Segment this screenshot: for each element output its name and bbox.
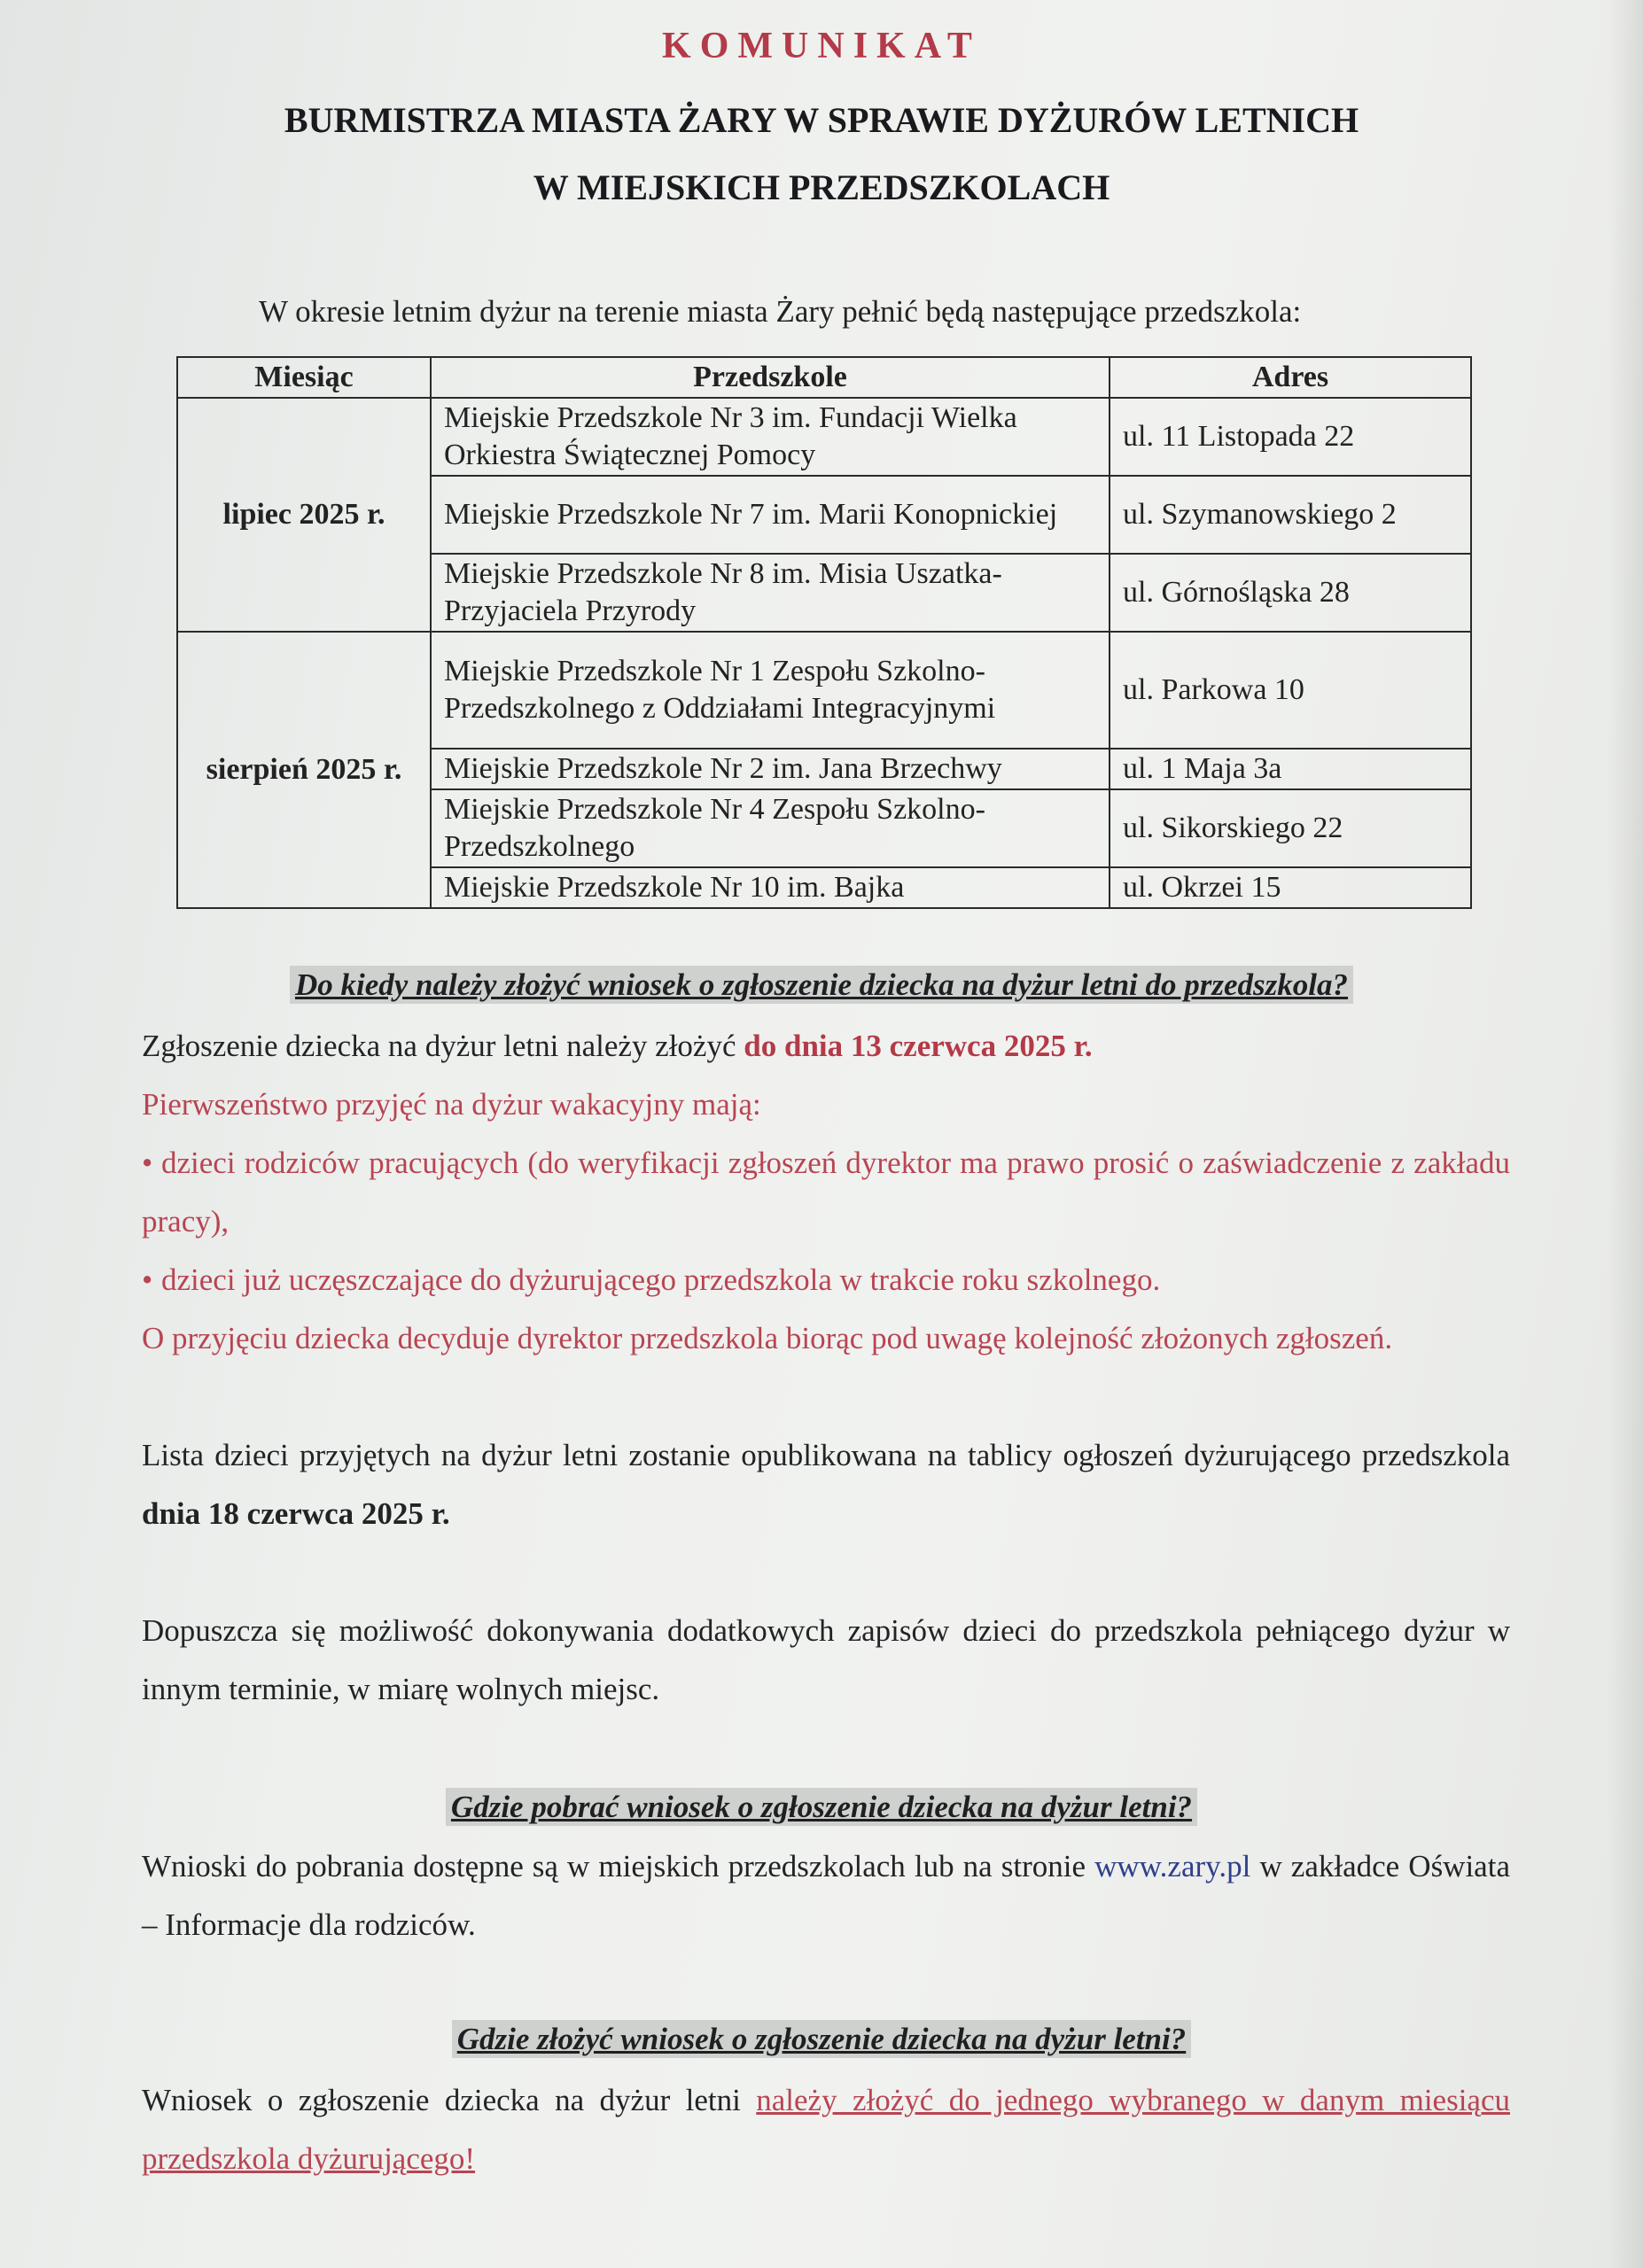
kindergarten-name: Miejskie Przedszkole Nr 4 Zespołu Szkolno-Przedszkolnego	[431, 789, 1110, 867]
section-heading-download-text: Gdzie pobrać wniosek o zgłoszenie dziecka na dyżur letni?	[446, 1788, 1197, 1826]
priority-bullet-2-text: dzieci już uczęszczające do dyżurującego przedszkola w trakcie roku szkolnego.	[161, 1262, 1161, 1297]
duty-table	[176, 356, 1472, 909]
priority-intro: Pierwszeństwo przyjęć na dyżur wakacyjny mają:	[142, 1087, 761, 1122]
download-text-before: Wnioski do pobrania dostępne są w miejskich przedszkolach lub na stronie	[142, 1849, 1095, 1884]
additional-enrollment-paragraph: Dopuszcza się możliwość dokonywania dodatkowych zapisów dzieci do przedszkola pełniącego dyżur w innym terminie, w miarę wolnych miejsc.	[142, 1613, 1510, 1706]
kindergarten-address: ul. 11 Listopada 22	[1110, 398, 1471, 476]
document-subtitle-line2: W MIEJSKICH PRZEDSZKOLACH	[533, 167, 1110, 207]
decision-paragraph: O przyjęciu dziecka decyduje dyrektor przedszkola biorąc pod uwagę kolejność złożonych zgłoszeń.	[142, 1321, 1393, 1355]
priority-bullet-2	[142, 1251, 1510, 1309]
intro-text: W okresie letnim dyżur na terenie miasta Żary pełnić będą następujące przedszkola:	[259, 294, 1302, 329]
deadline-date: do dnia 13 czerwca 2025 r.	[744, 1029, 1093, 1063]
header-address: Adres	[1110, 357, 1471, 398]
header-kindergarten: Przedszkole	[431, 357, 1110, 398]
download-paragraph	[142, 1837, 1510, 1954]
section-heading-deadline-text: Do kiedy należy złożyć wniosek o zgłoszenie dziecka na dyżur letni do przedszkola?	[290, 966, 1353, 1004]
month-cell-august: sierpień 2025 r.	[177, 632, 431, 908]
kindergarten-address: ul. Szymanowskiego 2	[1110, 476, 1471, 554]
section-heading-deadline	[0, 967, 1643, 1003]
submit-text-before: Wniosek o zgłoszenie dziecka na dyżur letni	[142, 2083, 757, 2117]
submit-text-underlined: należy złożyć do jednego wybranego w danym miesiącu przedszkola dyżurującego!	[142, 2083, 1510, 2176]
kindergarten-address: ul. Okrzei 15	[1110, 867, 1471, 908]
section-heading-submit-text: Gdzie złożyć wniosek o zgłoszenie dziecka na dyżur letni?	[452, 2020, 1192, 2058]
deadline-text: Zgłoszenie dziecka na dyżur letni należy złożyć	[142, 1029, 744, 1063]
kindergarten-address: ul. Górnośląska 28	[1110, 554, 1471, 632]
kindergarten-address: ul. 1 Maja 3a	[1110, 749, 1471, 789]
header-month: Miesiąc	[177, 357, 431, 398]
kindergarten-name: Miejskie Przedszkole Nr 8 im. Misia Uszatka-Przyjaciela Przyrody	[431, 554, 1110, 632]
priority-bullet-1-text: dzieci rodziców pracujących (do weryfikacji zgłoszeń dyrektor ma prawo prosić o zaświadczenie z zakładu pracy),	[142, 1146, 1510, 1239]
priority-bullet-1	[142, 1134, 1510, 1251]
kindergarten-name: Miejskie Przedszkole Nr 3 im. Fundacji Wielka Orkiestra Świątecznej Pomocy	[431, 398, 1110, 476]
list-publication-text: Lista dzieci przyjętych na dyżur letni zostanie opublikowana na tablicy ogłoszeń dyżurującego przedszkola	[142, 1438, 1510, 1472]
page-shadow	[1608, 0, 1643, 2268]
month-cell-july: lipiec 2025 r.	[177, 398, 431, 632]
kindergarten-name: Miejskie Przedszkole Nr 1 Zespołu Szkolno-Przedszkolnego z Oddziałami Integracyjnymi	[431, 632, 1110, 749]
section-heading-submit	[0, 2022, 1643, 2057]
document-title: KOMUNIKAT	[662, 26, 981, 66]
bullet-icon: •	[142, 1146, 153, 1180]
kindergarten-name: Miejskie Przedszkole Nr 7 im. Marii Konopnickiej	[431, 476, 1110, 554]
list-publication-date: dnia 18 czerwca 2025 r.	[142, 1496, 450, 1531]
submit-paragraph	[142, 2071, 1510, 2188]
kindergarten-name: Miejskie Przedszkole Nr 10 im. Bajka	[431, 867, 1110, 908]
deadline-paragraph	[142, 1017, 1510, 1076]
list-publication-paragraph	[142, 1426, 1510, 1543]
document-subtitle-line1: BURMISTRZA MIASTA ŻARY W SPRAWIE DYŻURÓW LETNICH	[284, 100, 1359, 140]
bullet-icon: •	[142, 1262, 153, 1297]
table-row	[177, 632, 1471, 749]
download-text-after: w zakładce Oświata – Informacje dla rodziców.	[142, 1849, 1510, 1942]
kindergarten-address: ul. Parkowa 10	[1110, 632, 1471, 749]
table-row	[177, 398, 1471, 476]
table-header-row	[177, 357, 1471, 398]
website-link[interactable]: www.zary.pl	[1094, 1849, 1251, 1884]
kindergarten-address: ul. Sikorskiego 22	[1110, 789, 1471, 867]
kindergarten-name: Miejskie Przedszkole Nr 2 im. Jana Brzechwy	[431, 749, 1110, 789]
section-heading-download	[0, 1790, 1643, 1825]
